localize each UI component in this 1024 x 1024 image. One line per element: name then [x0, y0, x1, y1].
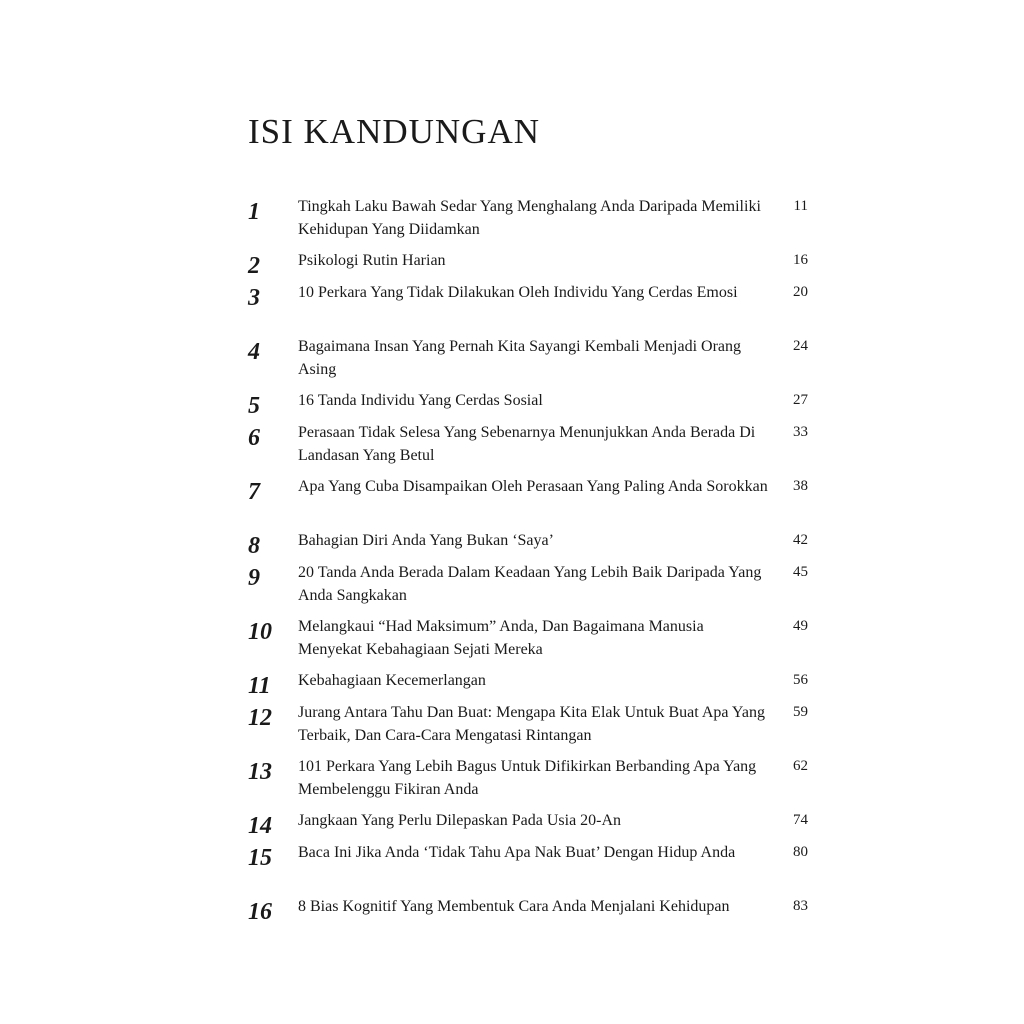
page-number: 27 [793, 392, 808, 408]
page-number: 74 [793, 812, 808, 828]
chapter-number: 4 [248, 339, 260, 365]
page-number: 16 [793, 252, 808, 268]
chapter-number: 13 [248, 759, 272, 785]
chapter-title: Melangkaui “Had Maksimum” Anda, Dan Bagaimana Manusia Menyekat Kebahagiaan Sejati Mereka [298, 618, 704, 658]
toc-entry [248, 895, 808, 949]
chapter-number: 3 [248, 285, 260, 311]
chapter-title: 16 Tanda Individu Yang Cerdas Sosial [298, 392, 543, 409]
toc-entry [248, 195, 808, 249]
toc-entry [248, 841, 808, 895]
chapter-title: 20 Tanda Anda Berada Dalam Keadaan Yang Lebih Baik Daripada Yang Anda Sangkakan [298, 564, 762, 604]
page-number: 83 [793, 898, 808, 914]
page-number: 59 [793, 704, 808, 720]
chapter-title: Tingkah Laku Bawah Sedar Yang Menghalang Anda Daripada Memiliki Kehidupan Yang Diidamkan [298, 198, 761, 238]
chapter-number: 10 [248, 619, 272, 645]
chapter-title: 101 Perkara Yang Lebih Bagus Untuk Difikirkan Berbanding Apa Yang Membelenggu Fikiran Anda [298, 758, 757, 798]
page-number: 42 [793, 532, 808, 548]
chapter-number: 12 [248, 705, 272, 731]
chapter-title: Bagaimana Insan Yang Pernah Kita Sayangi Kembali Menjadi Orang Asing [298, 338, 742, 378]
chapter-number: 5 [248, 393, 260, 419]
page-number: 56 [793, 672, 808, 688]
toc-entry [248, 475, 808, 529]
page-number: 80 [793, 844, 808, 860]
toc-entry [248, 701, 808, 755]
chapter-number: 6 [248, 425, 260, 451]
page-number: 24 [793, 338, 808, 354]
toc-entry [248, 809, 808, 841]
chapter-title: Baca Ini Jika Anda ‘Tidak Tahu Apa Nak Buat’ Dengan Hidup Anda [298, 844, 736, 861]
chapter-title: Apa Yang Cuba Disampaikan Oleh Perasaan Yang Paling Anda Sorokkan [298, 478, 768, 495]
chapter-number: 14 [248, 813, 272, 839]
page-number: 49 [793, 618, 808, 634]
toc-entry [248, 561, 808, 615]
toc-entry [248, 669, 808, 701]
toc-entry [248, 529, 808, 561]
toc-entry [248, 281, 808, 335]
page-number: 45 [793, 564, 808, 580]
chapter-title: Kebahagiaan Kecemerlangan [298, 672, 486, 689]
toc-entry [248, 389, 808, 421]
toc-entry [248, 755, 808, 809]
chapter-number: 7 [248, 479, 260, 505]
toc-entry [248, 335, 808, 389]
page-number: 38 [793, 478, 808, 494]
toc-entry [248, 615, 808, 669]
toc-entry [248, 421, 808, 475]
chapter-title: 10 Perkara Yang Tidak Dilakukan Oleh Individu Yang Cerdas Emosi [298, 284, 738, 301]
toc-entry [248, 249, 808, 281]
chapter-number: 8 [248, 533, 260, 559]
page-number: 33 [793, 424, 808, 440]
page-title: ISI KANDUNGAN [248, 112, 541, 151]
table-of-contents [248, 195, 808, 949]
chapter-number: 9 [248, 565, 260, 591]
chapter-number: 11 [248, 673, 271, 699]
chapter-number: 15 [248, 845, 272, 871]
page-number: 20 [793, 284, 808, 300]
page-number: 11 [793, 198, 808, 214]
chapter-title: Jurang Antara Tahu Dan Buat: Mengapa Kita Elak Untuk Buat Apa Yang Terbaik, Dan Cara-Cara Mengatasi Rintangan [298, 704, 765, 744]
chapter-number: 2 [248, 253, 260, 279]
chapter-number: 16 [248, 899, 272, 925]
chapter-number: 1 [248, 199, 260, 225]
chapter-title: Perasaan Tidak Selesa Yang Sebenarnya Menunjukkan Anda Berada Di Landasan Yang Betul [298, 424, 756, 464]
chapter-title: Bahagian Diri Anda Yang Bukan ‘Saya’ [298, 532, 554, 549]
page-number: 62 [793, 758, 808, 774]
chapter-title: 8 Bias Kognitif Yang Membentuk Cara Anda Menjalani Kehidupan [298, 898, 730, 915]
chapter-title: Psikologi Rutin Harian [298, 252, 446, 269]
chapter-title: Jangkaan Yang Perlu Dilepaskan Pada Usia 20-An [298, 812, 622, 829]
